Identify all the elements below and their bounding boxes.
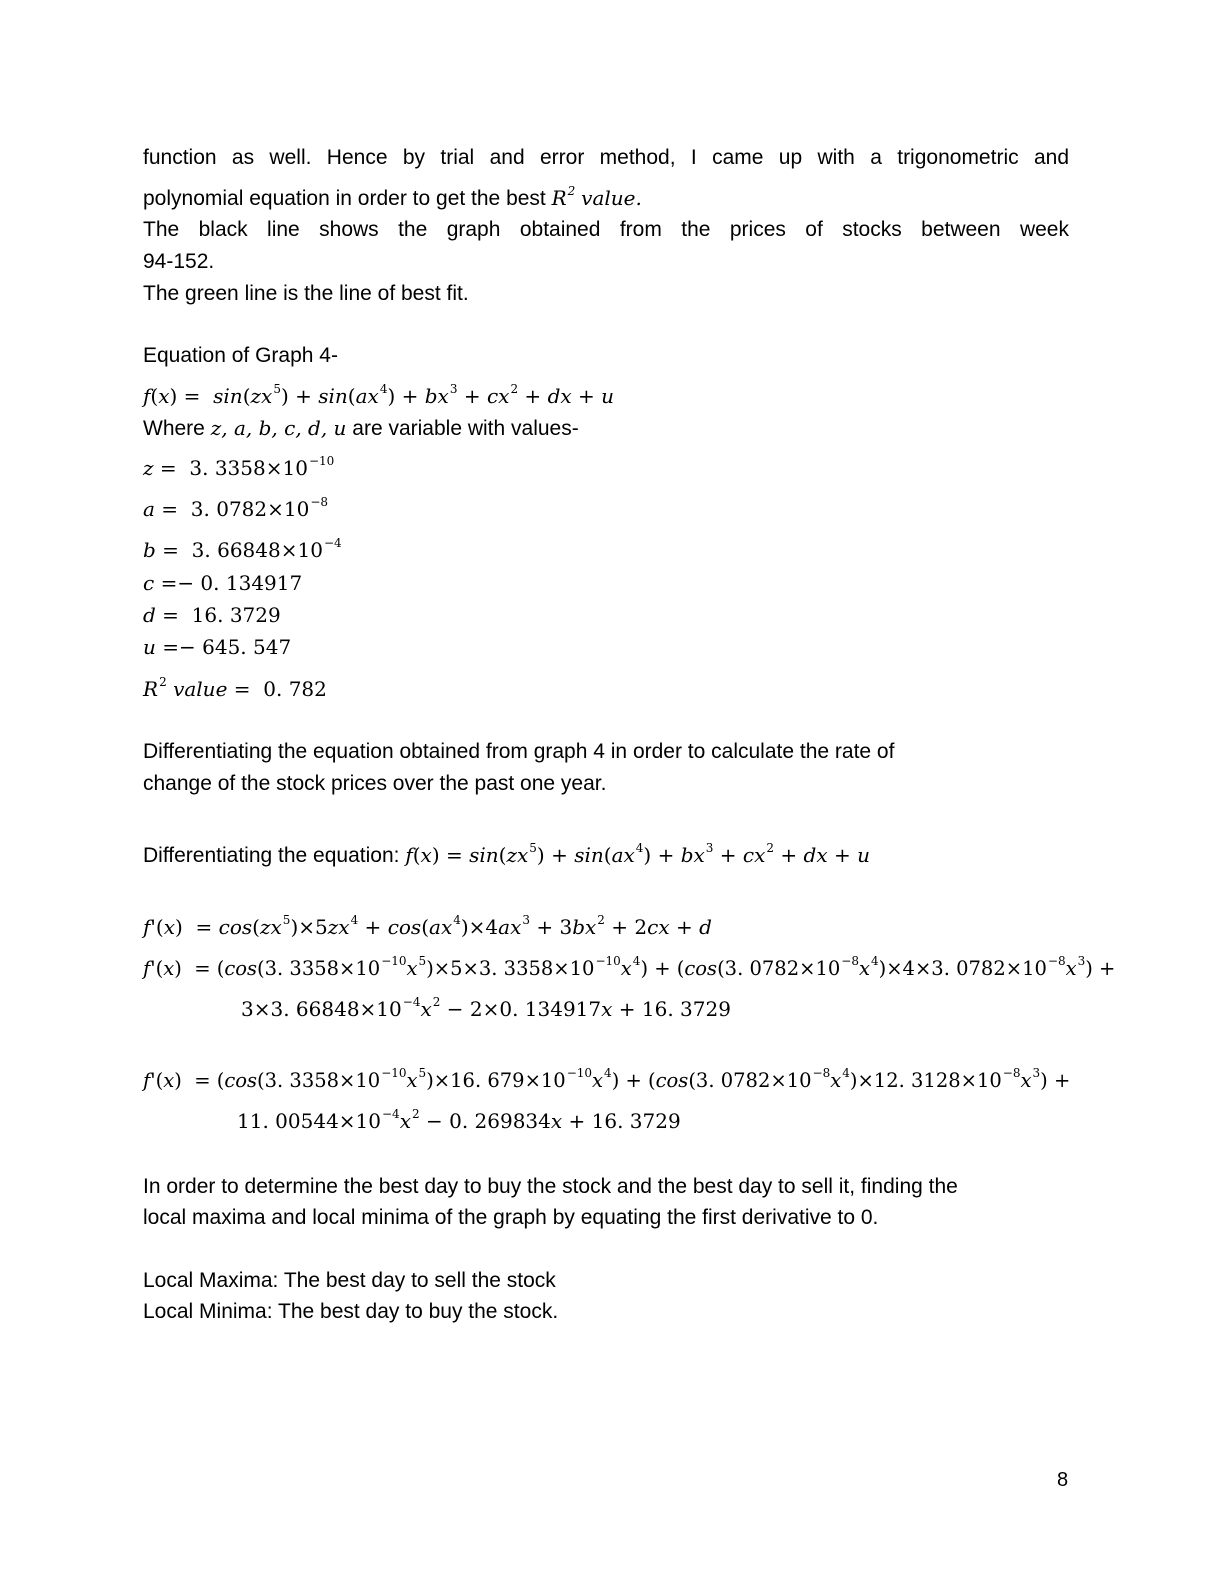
- equation-graph-4: $f(x) = \sin(zx^5) + \sin(ax^4) + bx^3 + cx^2$ + dx + u: [143, 382, 615, 408]
- where-line: [143, 416, 579, 441]
- local-maxima-line: Local Maxima: The best day to sell the stock: [143, 1269, 556, 1292]
- derivative-substituted-line-2: 3×3. $66848\times 10^{-4}x^2 - 2\times 0$. 134917x + 16. 3729: [241, 995, 731, 1021]
- differentiate-label: Differentiating the equation:: [143, 844, 400, 867]
- derivative-general: $f'(x) = \cos(zx^5)\times 5zx^4 + \cos(ax^4)\times 4ax^3 + 3bx^2 + 2cx + d$: [143, 913, 712, 939]
- intro-line-2: [143, 186, 642, 211]
- variable-a: a = 3. $0782\times 10^{-8}$: [143, 495, 329, 521]
- page-number: 8: [1057, 1469, 1069, 1491]
- differentiate-equation-line: [143, 843, 870, 868]
- derivative-substituted-line-1: f'(x) = (cos(3. $3358\times 10^{-10}x^5)\times 5\times 3$. $3358\times 10^{-10}x^4) + (\cos(3$. $0782\times 10^{-8}x^4)\times 4\times 3$. $0782\times 10^{-8}x^3$) +: [143, 954, 1116, 980]
- derivative-simplified-line-2: 11. $00544\times 10^{-4}x^2 - 0$. 269834x + 16. 3729: [237, 1107, 681, 1133]
- differentiate-para-line-2: change of the stock prices over the past one year.: [143, 772, 607, 795]
- differentiate-para-line-1: Differentiating the equation obtained from graph 4 in order to calculate the rate of: [143, 740, 895, 763]
- differentiate-equation: $f(x) = \sin(zx^5) + \sin(ax^4) + bx^3 + cx^2$ + dx + u: [405, 841, 870, 867]
- where-prefix: Where: [143, 417, 205, 440]
- variable-b: b = 3. $66848\times 10^{-4}$: [143, 536, 342, 562]
- where-suffix: are variable with values-: [352, 417, 579, 440]
- variable-z: z = 3. $3358\times 10^{-10}$: [143, 454, 335, 480]
- r-squared-value: $R^2$ value = 0. 782: [143, 675, 327, 701]
- conclusion-line-2: local maxima and local minima of the graph by equating the first derivative to 0.: [143, 1206, 879, 1229]
- intro-line-5: The green line is the line of best fit.: [143, 282, 469, 305]
- conclusion-line-1: In order to determine the best day to buy the stock and the best day to sell it, finding the: [143, 1175, 958, 1198]
- intro-line-2-math: value.: [581, 186, 642, 210]
- variable-d: d = 16. 3729: [143, 603, 281, 627]
- variable-c: c =− 0. 134917: [143, 571, 303, 595]
- intro-line-4: 94-152.: [143, 250, 215, 273]
- local-minima-line: Local Minima: The best day to buy the stock.: [143, 1300, 559, 1323]
- variable-u: u =− 645. 547: [143, 635, 292, 659]
- equation-heading: Equation of Graph 4-: [143, 344, 338, 367]
- intro-line-2-text: polynomial equation in order to get the best: [143, 187, 546, 210]
- intro-line-1: function as well. Hence by trial and error method, I came up with a trigonometric and: [143, 146, 1069, 169]
- intro-line-3: The black line shows the graph obtained from the prices of stocks between week: [143, 218, 1069, 241]
- where-vars: z, a, b, c, d, u: [210, 416, 347, 440]
- r-squared-symbol: $R^2$: [551, 184, 576, 210]
- derivative-simplified-line-1: f'(x) = (cos(3. $3358\times 10^{-10}x^5)\times 16$. $679\times 10^{-10}x^4) + (\cos(3$. $0782\times 10^{-8}x^4)\times 12$. $3128\times 10^{-8}x^3$) +: [143, 1066, 1071, 1092]
